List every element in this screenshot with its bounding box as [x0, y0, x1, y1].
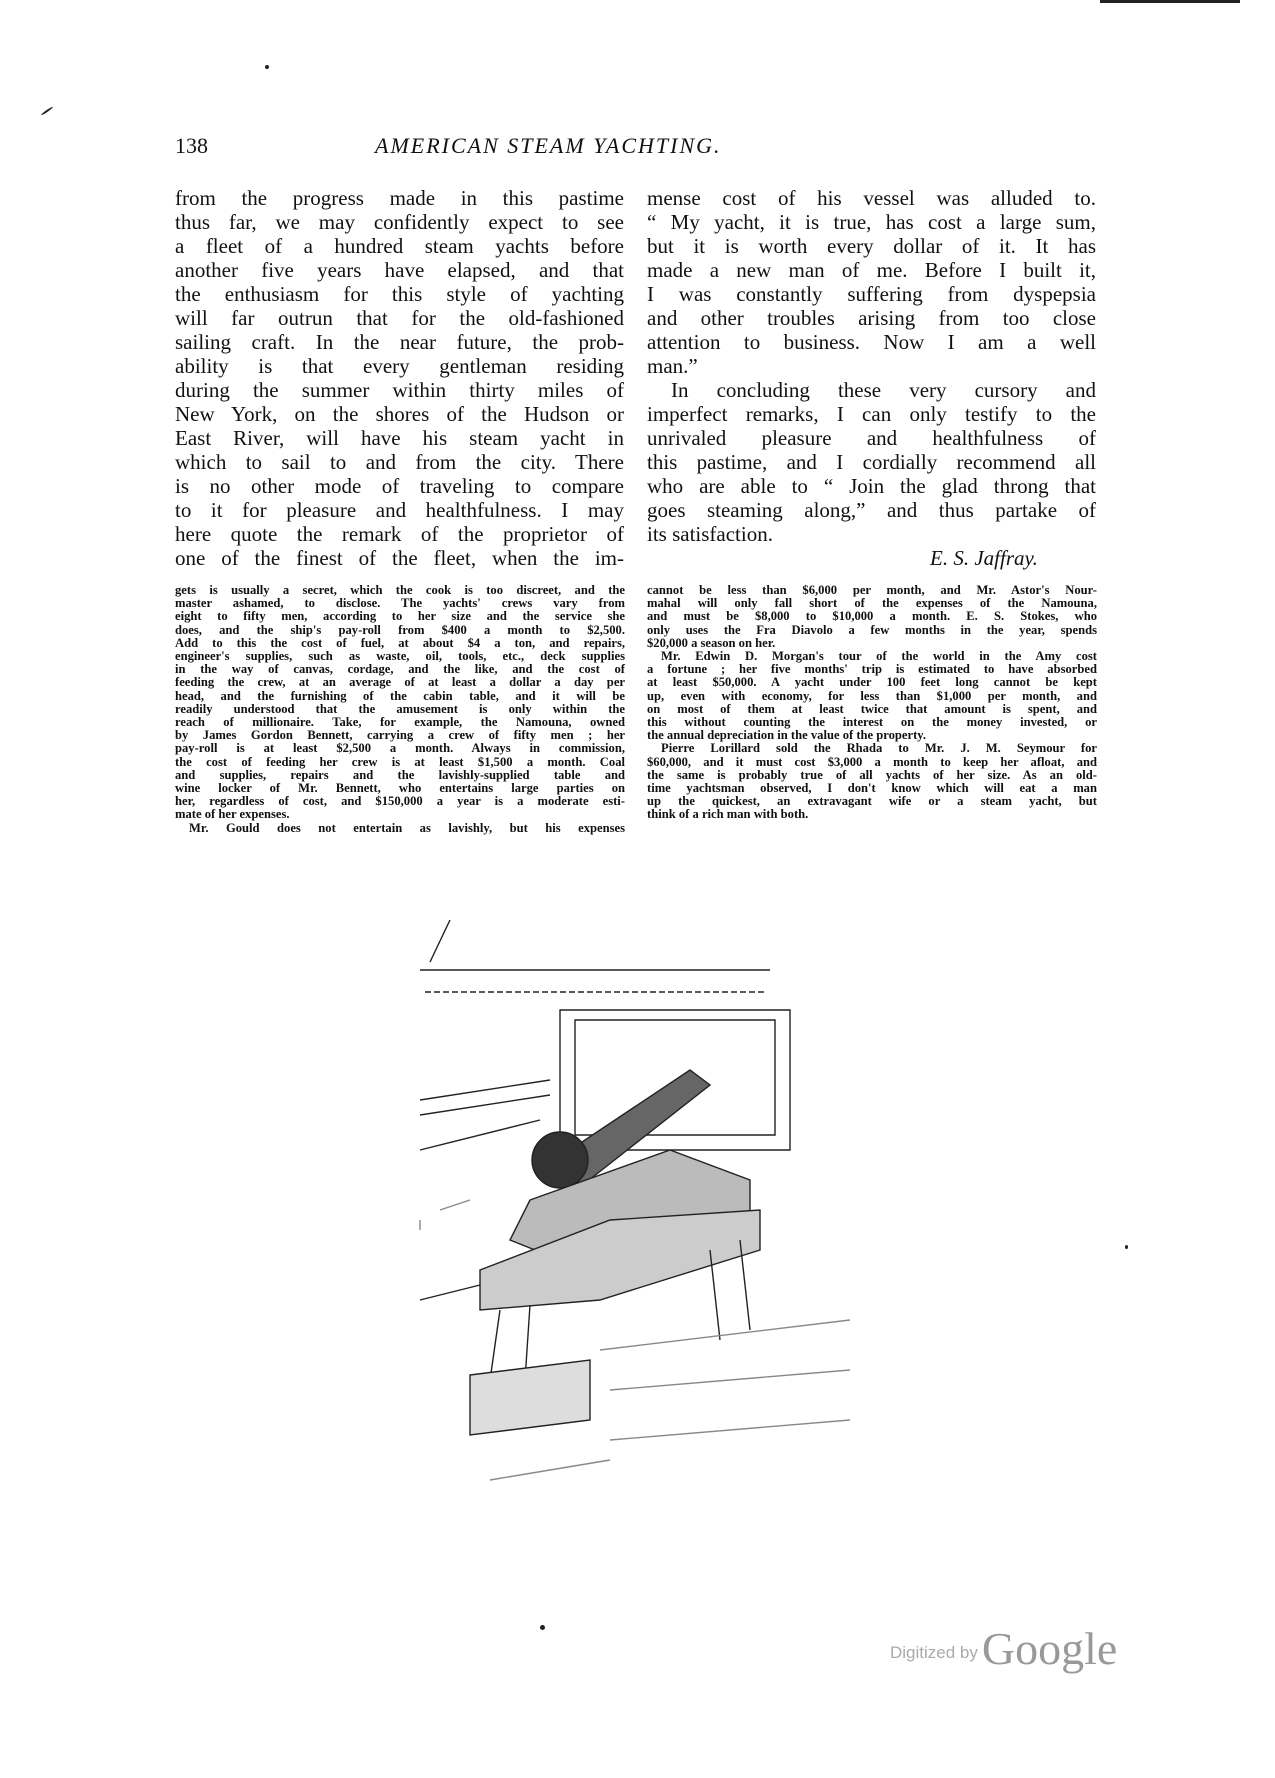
body-column-left — [175, 186, 624, 570]
text-line: the annual depreciation in the value of the property. — [647, 728, 927, 743]
text-line: cannot be less than $6,000 per month, and Mr. Astor's Nour- — [647, 583, 1097, 597]
paragraph-quote — [647, 186, 1096, 378]
text-line: only uses the Fra Diavolo a few months in the year, spends — [647, 622, 1097, 637]
paragraph-conclusion — [647, 378, 1096, 546]
text-line: the cost of feeding her crew is at least $1,500 a month. Coal — [175, 754, 625, 769]
text-line: up the quickest, an extravagant wife or a steam yacht, but — [647, 794, 1097, 809]
text-line: the enthusiasm for this style of yachting — [175, 282, 624, 306]
text-line: imperfect remarks, I can only testify to the — [647, 402, 1096, 426]
text-line: mate of her expenses. — [175, 807, 290, 822]
scan-speck — [1125, 1245, 1128, 1249]
text-line: unrivaled pleasure and healthfulness of — [647, 426, 1096, 450]
text-line: gets is usually a secret, which the cook is too discreet, and the — [175, 583, 625, 597]
text-line: $60,000, and it must cost $3,000 a month to keep her afloat, and — [647, 754, 1097, 769]
text-line: Mr. Gould does not entertain as lavishly, but his expenses — [189, 820, 625, 835]
text-line: her, regardless of cost, and $150,000 a year is a moderate esti- — [175, 794, 625, 809]
text-line: eight to fifty men, according to her size and the service she — [175, 609, 625, 624]
text-line: a fortune ; her five months' trip is estimated to have absorbed — [647, 662, 1097, 677]
footnote-paragraph — [647, 584, 1097, 650]
running-head: AMERICAN STEAM YACHTING. — [375, 133, 722, 158]
scan-edge — [1100, 0, 1240, 3]
text-line: here quote the remark of the proprietor of — [175, 522, 624, 546]
footnote-paragraph — [647, 742, 1097, 821]
text-line: does, and the ship's pay-roll from $400 a month to $2,500. — [175, 622, 625, 637]
text-line: I was constantly suffering from dyspepsia — [647, 282, 1096, 306]
text-line: a fleet of a hundred steam yachts before — [175, 234, 624, 258]
author-signature: E. S. Jaffray. — [930, 546, 1038, 570]
text-line: engineer's supplies, such as waste, oil, tools, etc., deck supplies — [175, 649, 625, 664]
text-line: on most of them at least twice that amount is spent, and — [647, 701, 1097, 716]
text-line: but it is worth every dollar of it. It has — [647, 234, 1096, 258]
text-line: and other troubles arising from too close — [647, 306, 1096, 330]
text-line: “ My yacht, it is true, has cost a large sum, — [647, 210, 1096, 234]
text-line: wine locker of Mr. Bennett, who entertains large parties on — [175, 781, 625, 796]
text-line: its satisfaction. — [647, 522, 773, 546]
text-line: one of the finest of the fleet, when the im- — [175, 546, 624, 570]
scan-speck — [41, 106, 54, 116]
text-line: New York, on the shores of the Hudson or — [175, 402, 624, 426]
text-line: $20,000 a season on her. — [647, 635, 776, 650]
scan-speck — [540, 1625, 545, 1630]
text-line: this pastime, and I cordially recommend all — [647, 450, 1096, 474]
text-line: who are able to “ Join the glad throng that — [647, 474, 1096, 498]
text-line: mahal will only fall short of the expenses of the Namouna, — [647, 596, 1097, 611]
text-line: at least $50,000. A yacht under 100 feet long cannot be kept — [647, 675, 1097, 690]
text-line: sailing craft. In the near future, the prob- — [175, 330, 624, 354]
text-line: Mr. Edwin D. Morgan's tour of the world in the Amy cost — [661, 649, 1097, 664]
text-line: readily understood that the amusement is only within the — [175, 701, 625, 716]
text-line: the same is probably true of all yachts of her size. As an old- — [647, 767, 1097, 782]
text-line: another five years have elapsed, and that — [175, 258, 624, 282]
text-line: during the summer within thirty miles of — [175, 378, 624, 402]
text-line: time yachtsman observed, I don't know which will eat a man — [647, 781, 1097, 796]
footnotes-left — [175, 584, 625, 835]
text-line: Add to this the cost of fuel, at about $4 a ton, and repairs, — [175, 635, 625, 650]
footnote-paragraph — [175, 822, 625, 835]
text-line: pay-roll is at least $2,500 a month. Always in commission, — [175, 741, 625, 756]
text-line: goes steaming along,” and thus partake of — [647, 498, 1096, 522]
text-line: this without counting the interest on the money invested, or — [647, 715, 1097, 730]
text-line: think of a rich man with both. — [647, 807, 809, 822]
text-line: which to sail to and from the city. There — [175, 450, 624, 474]
text-line: is no other mode of traveling to compare — [175, 474, 624, 498]
text-line: mense cost of his vessel was alluded to. — [647, 186, 1096, 210]
watermark-brand: Google — [981, 1623, 1118, 1674]
text-line: feeding the crew, at an average of at least a dollar a day per — [175, 675, 625, 690]
page-number: 138 — [175, 133, 208, 158]
text-line: man.” — [647, 354, 698, 378]
text-line: thus far, we may confidently expect to see — [175, 210, 624, 234]
cannon-illustration — [410, 920, 870, 1520]
text-line: head, and the furnishing of the cabin table, and it will be — [175, 688, 625, 703]
text-line: East River, will have his steam yacht in — [175, 426, 624, 450]
text-line: to it for pleasure and healthfulness. I may — [175, 498, 624, 522]
text-line: ability is that every gentleman residing — [175, 354, 624, 378]
body-column-right — [647, 186, 1096, 546]
text-line: attention to business. Now I am a well — [647, 330, 1096, 354]
text-line: made a new man of me. Before I built it, — [647, 258, 1096, 282]
footnote-paragraph — [647, 650, 1097, 742]
text-line: reach of millionaire. Take, for example, the Namouna, owned — [175, 715, 625, 730]
text-line: In concluding these very cursory and — [671, 378, 1096, 402]
text-line: in the way of canvas, cordage, and the like, and the cost of — [175, 662, 625, 677]
digitized-by-google-watermark — [890, 1622, 1117, 1675]
text-line: up, even with economy, for less than $1,000 per month, and — [647, 688, 1097, 703]
footnote-paragraph — [175, 584, 625, 822]
text-line: from the progress made in this pastime — [175, 186, 624, 210]
text-line: and supplies, repairs and the lavishly-supplied table and — [175, 767, 625, 782]
scan-speck — [265, 65, 269, 69]
watermark-prefix: Digitized by — [890, 1643, 978, 1662]
text-line: by James Gordon Bennett, carrying a crew of fifty men ; her — [175, 728, 625, 743]
text-line: Pierre Lorillard sold the Rhada to Mr. J. M. Seymour for — [661, 741, 1097, 756]
text-line: and must be $8,000 to $10,000 a month. E. S. Stokes, who — [647, 609, 1097, 624]
text-line: will far outrun that for the old-fashioned — [175, 306, 624, 330]
footnotes-right — [647, 584, 1097, 822]
text-line: master ashamed, to disclose. The yachts' crews vary from — [175, 596, 625, 611]
